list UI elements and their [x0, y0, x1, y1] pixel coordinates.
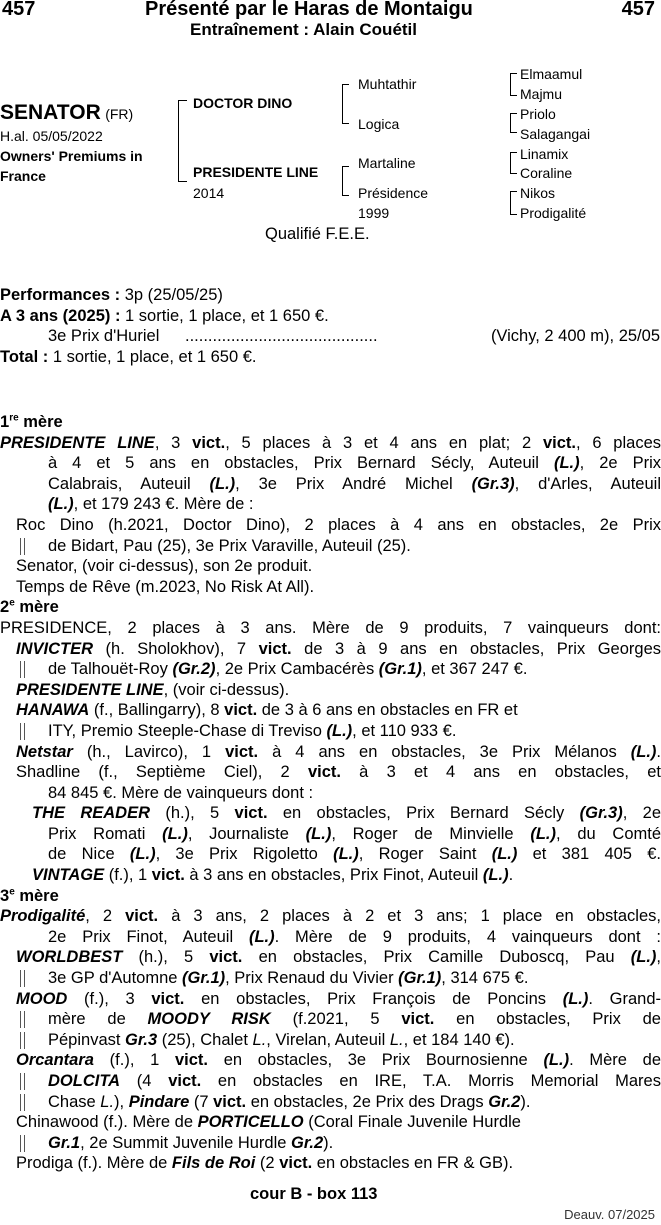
text-run: THE READER — [32, 804, 151, 823]
text-run: (L.) — [630, 948, 657, 967]
family-line — [0, 494, 661, 515]
family-line — [0, 1009, 661, 1030]
continuation-bar — [20, 1094, 25, 1111]
qualification: Qualifié F.E.E. — [265, 225, 370, 243]
family-line — [0, 1092, 661, 1113]
text-run: , 314 675 €. — [441, 969, 529, 988]
sire-name: DOCTOR DINO — [193, 95, 293, 111]
family-line — [0, 947, 661, 968]
text-run: Netstar — [16, 742, 73, 761]
text-run: (f., Ballingarry), 8 — [89, 701, 225, 720]
text-run: (L.) — [129, 845, 156, 864]
ancestor-3: Priolo — [520, 106, 556, 122]
text-run: 2e Prix Finot, Auteuil — [48, 927, 249, 946]
continuation-bar — [20, 538, 25, 555]
text-run: . Mère de — [569, 1051, 661, 1070]
text-run: e — [9, 886, 15, 898]
text-run: mère — [18, 413, 63, 431]
text-run: , 3e Prix Rigoletto — [155, 845, 334, 864]
text-run: de Bidart, Pau (25), 3e Prix Varaville, Auteuil (25). — [48, 536, 411, 555]
text-run: INVICTER — [16, 639, 94, 658]
text-run: L. — [252, 1030, 267, 1049]
text-run: VINTAGE — [32, 866, 105, 885]
performances-year-value: 1 sortie, 1 place, et 1 650 €. — [125, 307, 329, 325]
dam-year: 2014 — [193, 185, 225, 201]
continuation-bar — [20, 970, 25, 987]
text-run: (L.) — [553, 454, 580, 473]
text-run: , Roger de Minvielle — [331, 824, 531, 843]
text-run: à 4 ans en obstacles, 3e Prix Mélanos — [258, 742, 631, 761]
text-run: (L.) — [630, 742, 657, 761]
text-run: (2 — [255, 1154, 280, 1173]
text-run: à 3 ans en obstacles, Prix Finot, Auteuil — [184, 866, 483, 885]
family-line — [0, 927, 661, 948]
trainer-line: Entraînement : Alain Couétil — [190, 20, 418, 39]
family-line — [0, 865, 661, 886]
text-run: (L.) — [48, 495, 74, 514]
family-line — [0, 1153, 661, 1174]
family-line — [0, 536, 661, 557]
text-run: PORTICELLO — [197, 1113, 304, 1132]
text-run: . — [656, 742, 661, 761]
text-run: (Gr.3) — [579, 804, 623, 823]
text-run: à 3 ans, 2 places à 2 et 3 ans; 1 place en obstacles, — [158, 907, 661, 926]
text-run: ). — [520, 1092, 531, 1111]
family-line — [0, 639, 661, 660]
text-run: (L.) — [326, 721, 353, 740]
ancestor-6: Coraline — [520, 165, 573, 181]
family-line — [0, 968, 661, 989]
family-line — [0, 597, 661, 618]
sire-dam: Logica — [358, 116, 400, 132]
text-run: vict. — [213, 1092, 247, 1111]
dam-name: PRESIDENTE LINE — [193, 164, 319, 180]
text-run: Pindare — [128, 1092, 190, 1111]
text-run: , 2 — [85, 907, 126, 926]
performances-year-label: A 3 ans (2025) : — [0, 307, 121, 325]
text-run: , 2e — [622, 804, 661, 823]
text-run: e — [9, 597, 15, 609]
text-run: (25), Chalet — [157, 1030, 253, 1049]
text-run: , 2e Prix Cambacérès — [215, 660, 379, 679]
owners-premium-line1: Owners' Premiums in — [0, 148, 143, 164]
continuation-bar — [20, 661, 25, 678]
performances-label: Performances : — [0, 286, 121, 304]
text-run: vict. — [224, 701, 258, 720]
text-run: mère de — [48, 1010, 148, 1029]
performances-total-value: 1 sortie, 1 place, et 1 650 €. — [52, 348, 257, 366]
text-run: Gr.2 — [488, 1092, 521, 1111]
text-run: (7 — [189, 1092, 214, 1111]
dam-dam-year: 1999 — [358, 205, 390, 221]
text-run: (Gr.1) — [378, 660, 422, 679]
text-run: re — [9, 412, 19, 424]
text-run: (L.) — [162, 824, 188, 843]
text-run: Gr.1 — [48, 1133, 81, 1152]
ancestor-1: Elmaamul — [520, 66, 583, 82]
text-run: (Gr.1) — [182, 969, 226, 988]
lot-number-right: 457 — [621, 0, 655, 20]
continuation-bar — [20, 723, 25, 740]
text-run: Chinawood (f.). Mère de — [16, 1113, 198, 1132]
text-run: mère — [14, 886, 59, 905]
horse-country: (FR) — [105, 106, 134, 122]
text-run: vict. — [401, 1010, 435, 1029]
text-run: PRESIDENCE, 2 places à 3 ans. Mère de 9 produits, 7 vainqueurs dont: — [0, 618, 661, 637]
performances-race-dots: .......................................... — [185, 327, 378, 345]
text-run: (Gr.3) — [471, 474, 515, 493]
text-run: en obstacles, 2e Prix des Drags — [246, 1092, 489, 1111]
text-run: , Virelan, Auteuil — [266, 1030, 390, 1049]
ancestor-8: Prodigalité — [520, 205, 587, 221]
family-line — [0, 412, 661, 433]
text-run: vict. — [192, 433, 226, 452]
family-line — [0, 886, 661, 907]
text-run: Shadline (f., Septième Ciel), 2 — [16, 763, 308, 782]
performances-value: 3p (25/05/25) — [124, 286, 223, 304]
text-run: vict. — [209, 948, 243, 967]
text-run: en obstacles en IRE, T.A. Morris Memorial Mares — [201, 1072, 661, 1090]
performances-race: 3e Prix d'Huriel — [48, 327, 160, 345]
text-run: (L.) — [562, 989, 589, 1008]
ancestor-2: Majmu — [520, 86, 563, 102]
text-run: vict. — [168, 1072, 202, 1090]
dam-dam: Présidence — [358, 185, 429, 201]
text-run: (h.), 5 — [122, 948, 210, 967]
text-run: (L.) — [530, 824, 556, 843]
text-run: (f.2021, 5 — [270, 1010, 402, 1029]
text-run: Pépinvast — [48, 1030, 126, 1049]
family-line — [0, 474, 661, 495]
text-run: vict. — [225, 742, 259, 761]
text-run: vict. — [174, 1051, 209, 1070]
text-run: 3e GP d'Automne — [48, 969, 183, 988]
text-run: Calabrais, Auteuil — [48, 474, 210, 493]
family-line — [0, 577, 661, 598]
box-location: cour B - box 113 — [250, 1185, 378, 1203]
text-run: , Journaliste — [187, 824, 306, 843]
text-run: en obstacles, Prix de — [434, 1010, 661, 1029]
text-run: , — [656, 948, 661, 967]
text-run: Temps de Rêve (m.2023, No Risk At All). — [16, 577, 315, 596]
text-run: . Mère de 9 produits, 4 vainqueurs dont : — [274, 927, 661, 946]
text-run: (Gr.2) — [172, 660, 216, 679]
family-line — [0, 659, 661, 680]
text-run: Chase — [48, 1092, 101, 1111]
text-run: PRESIDENTE LINE — [0, 433, 155, 452]
continuation-bar — [20, 1011, 25, 1028]
family-line — [0, 1133, 661, 1154]
performances-total-line — [0, 348, 257, 367]
family-line — [0, 783, 661, 804]
text-run: (h. Sholokhov), 7 — [93, 639, 259, 658]
text-run: PRESIDENTE LINE — [16, 680, 164, 699]
horse-name-block — [0, 101, 133, 125]
family-line — [0, 1071, 661, 1092]
family-line — [0, 742, 661, 763]
text-run: Prodigalité — [0, 907, 86, 926]
text-run: (Gr.1) — [398, 969, 442, 988]
text-run: 84 845 €. Mère de vainqueurs dont : — [48, 783, 314, 802]
text-run: de Talhouët-Roy — [48, 660, 173, 679]
text-run: en obstacles, Prix François de Poncins — [184, 989, 563, 1008]
pedigree-bracket-main — [178, 100, 187, 182]
text-run: Prodiga (f.). Mère de — [16, 1154, 172, 1173]
text-run: 3 — [0, 886, 10, 905]
family-line — [0, 844, 661, 865]
pedigree-bracket-sire — [342, 84, 349, 124]
text-run: , et 179 243 €. Mère de : — [73, 495, 254, 514]
text-run: en obstacles en FR & GB). — [312, 1154, 514, 1173]
text-run: , 6 places — [575, 433, 661, 452]
text-run: vict. — [279, 1154, 313, 1173]
text-run: (L.) — [209, 474, 236, 493]
pedigree-bracket-g34 — [510, 113, 517, 133]
text-run: . Grand- — [588, 989, 661, 1008]
text-run: , 3 — [154, 433, 193, 452]
horse-name: SENATOR — [0, 101, 101, 124]
text-run: HANAWA — [16, 701, 90, 720]
text-run: (f.), 1 — [104, 866, 152, 885]
text-run: MOODY RISK — [147, 1010, 271, 1029]
family-line — [0, 1030, 661, 1051]
text-run: (Coral Finale Juvenile Hurdle — [303, 1113, 521, 1132]
text-run: L. — [100, 1092, 115, 1111]
text-run: , Roger Saint — [358, 845, 492, 864]
text-run: (4 — [120, 1072, 169, 1090]
text-run: à 4 et 5 ans en obstacles, Prix Bernard Sécly, Auteuil — [48, 454, 554, 473]
dam-sire: Martaline — [358, 155, 416, 171]
text-run: Gr.3 — [125, 1030, 158, 1049]
text-run: en obstacles, Prix Camille Duboscq, Pau — [242, 948, 631, 967]
consignor-title: Présenté par le Haras de Montaigu — [145, 0, 473, 20]
text-run: à 3 et 4 ans en obstacles, et — [340, 763, 661, 782]
text-run: (L.) — [543, 1051, 570, 1070]
text-run: WORLDBEST — [16, 948, 123, 967]
text-run: vict. — [151, 866, 185, 885]
text-run: , Prix Renaud du Vivier — [225, 969, 399, 988]
text-run: ). — [323, 1133, 334, 1152]
family-line — [0, 906, 661, 927]
text-run: Gr.2 — [291, 1133, 324, 1152]
text-run: , 2e Prix — [579, 454, 661, 473]
text-run: 2 — [0, 598, 10, 617]
text-run: , 3e Prix André Michel — [235, 474, 472, 493]
family-line — [0, 824, 661, 845]
family-section — [0, 412, 661, 1174]
text-run: vict. — [542, 433, 576, 452]
text-run: (L.) — [491, 845, 518, 864]
text-run: vict. — [125, 907, 159, 926]
owners-premium-line2: France — [0, 168, 46, 184]
family-line — [0, 556, 661, 577]
text-run: Orcantara — [16, 1051, 94, 1070]
text-run: (L.) — [482, 866, 509, 885]
text-run: DOLCITA — [48, 1072, 121, 1090]
family-line — [0, 680, 661, 701]
text-run: , et 110 933 €. — [352, 721, 457, 740]
family-line — [0, 515, 661, 536]
pedigree-bracket-dam — [342, 166, 349, 196]
text-run: de 3 à 6 ans en obstacles en FR et — [257, 701, 518, 720]
text-run: vict. — [234, 804, 268, 823]
text-run: vict. — [307, 763, 341, 782]
performances-race-place: (Vichy, 2 400 m), 25/05 — [490, 327, 660, 345]
text-run: mère — [14, 598, 59, 617]
text-run: , 2e Summit Juvenile Hurdle — [80, 1133, 292, 1152]
text-run: de 3 à 9 ans en obstacles, Prix Georges — [291, 639, 661, 658]
continuation-bar — [20, 1073, 25, 1090]
text-run: , et 367 247 €. — [421, 660, 528, 679]
ancestor-7: Nikos — [520, 185, 556, 201]
text-run: . — [508, 866, 514, 885]
horse-info: H.al. 05/05/2022 — [0, 128, 103, 144]
ancestor-5: Linamix — [520, 146, 569, 162]
pedigree-bracket-g56 — [510, 152, 517, 174]
family-line — [0, 700, 661, 721]
family-line — [0, 721, 661, 742]
text-run: en obstacles, Prix Bernard Sécly — [267, 804, 580, 823]
text-run: (L.) — [305, 824, 332, 843]
family-line — [0, 1112, 661, 1133]
continuation-bar — [20, 1135, 25, 1152]
pedigree-bracket-g78 — [510, 191, 517, 215]
ancestor-4: Salagangai — [520, 126, 591, 142]
text-run: vict. — [151, 989, 185, 1008]
text-run: ITY, Premio Steeple-Chase di Treviso — [48, 721, 327, 740]
family-line — [0, 433, 661, 454]
edition: Deauv. 07/2025 — [564, 1207, 655, 1222]
text-run: MOOD — [16, 989, 68, 1008]
performances-line — [0, 286, 223, 305]
family-line — [0, 453, 661, 474]
text-run: 1 — [0, 413, 10, 431]
text-run: de Nice — [48, 845, 130, 864]
text-run: vict. — [258, 639, 292, 658]
text-run: , d'Arles, Auteuil — [514, 474, 661, 493]
text-run: Senator, (voir ci-dessus), son 2e produit. — [16, 557, 313, 576]
text-run: , 5 places à 3 et 4 ans en plat; 2 — [225, 433, 543, 452]
performances-year-line — [0, 307, 329, 326]
family-line — [0, 989, 661, 1010]
text-run: (h.), 5 — [150, 804, 235, 823]
text-run: , (voir ci-dessus). — [163, 680, 290, 699]
text-run: , du Comté — [556, 824, 661, 843]
text-run: (h., Lavirco), 1 — [72, 742, 226, 761]
family-line — [0, 1050, 661, 1071]
text-run: Prix Romati — [48, 824, 163, 843]
family-line — [0, 618, 661, 639]
text-run: (L.) — [248, 927, 275, 946]
continuation-bar — [20, 1032, 25, 1049]
text-run: Roc Dino (h.2021, Doctor Dino), 2 places à 4 ans en obstacles, 2e Prix — [16, 515, 661, 534]
text-run: L. — [389, 1030, 404, 1049]
pedigree-bracket-g12 — [510, 73, 517, 96]
text-run: Fils de Roi — [171, 1154, 256, 1173]
text-run: et 381 405 €. — [517, 845, 661, 864]
text-run: en obstacles, 3e Prix Bournosienne — [208, 1051, 544, 1070]
text-run: , et 184 140 €). — [403, 1030, 515, 1049]
performances-total-label: Total : — [0, 348, 49, 366]
text-run: (f.), 3 — [67, 989, 152, 1008]
lot-number-left: 457 — [2, 0, 36, 20]
text-run: ), — [114, 1092, 129, 1111]
text-run: (f.), 1 — [93, 1051, 175, 1070]
family-line — [0, 762, 661, 783]
text-run: (L.) — [333, 845, 359, 864]
family-line — [0, 803, 661, 824]
sire-sire: Muhtathir — [358, 76, 417, 92]
